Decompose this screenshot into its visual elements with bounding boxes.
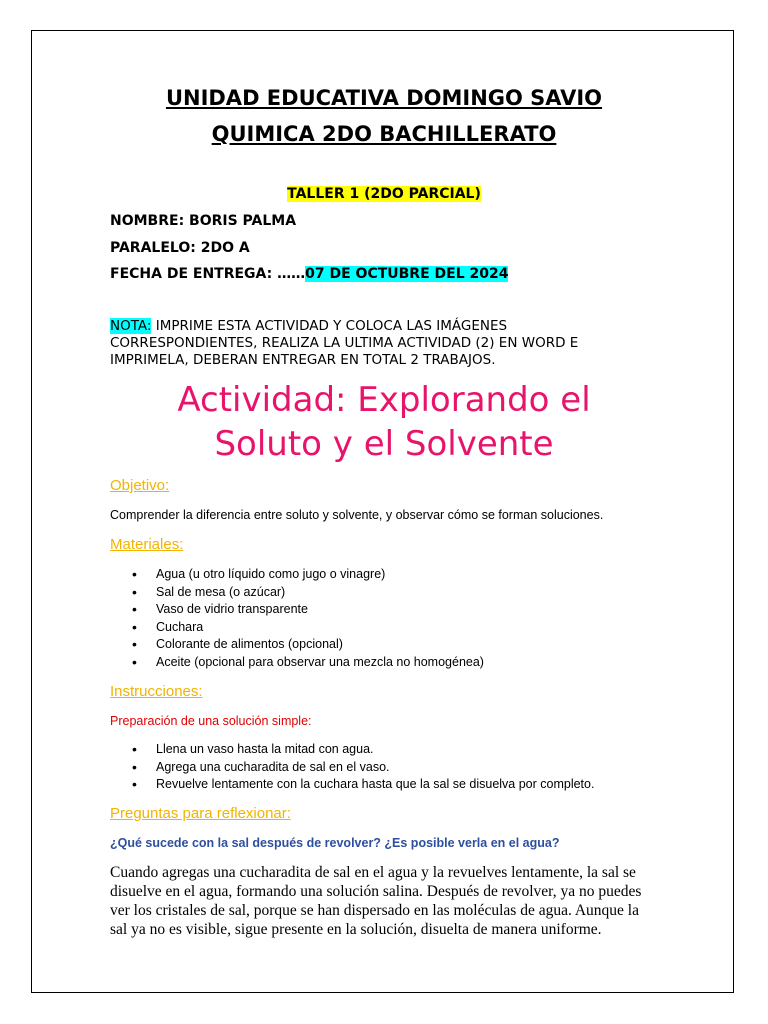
- instrucciones-heading: Instrucciones:: [110, 683, 203, 700]
- list-item: • Cuchara: [110, 619, 670, 637]
- objetivo-text: Comprender la diferencia entre soluto y solvente, y observar cómo se forman soluciones.: [110, 508, 604, 522]
- fecha-field: [110, 266, 508, 282]
- activity-title: [0, 378, 768, 466]
- nota-text: IMPRIME ESTA ACTIVIDAD Y COLOCA LAS IMÁGENES CORRESPONDIENTES, REALIZA LA ULTIMA ACTIVIDAD (2) EN WORD E IMPRIMELA, DEBERAN ENTREGAR EN TOTAL 2 TRABAJOS.: [110, 318, 579, 368]
- taller-heading: [0, 186, 768, 202]
- list-item: • Vaso de vidrio transparente: [110, 601, 670, 619]
- preguntas-heading: Preguntas para reflexionar:: [110, 805, 291, 822]
- nombre-field: NOMBRE: BORIS PALMA: [110, 213, 297, 229]
- nota-paragraph: [110, 318, 630, 369]
- paralelo-field: PARALELO: 2DO A: [110, 240, 250, 256]
- list-item: • Agua (u otro líquido como jugo o vinagre): [110, 566, 670, 584]
- activity-title-line2: Soluto y el Solvente: [214, 424, 554, 464]
- pregunta-text: ¿Qué sucede con la sal después de revolver? ¿Es posible verla en el agua?: [110, 836, 560, 850]
- list-item: • Colorante de alimentos (opcional): [110, 636, 670, 654]
- school-title: UNIDAD EDUCATIVA DOMINGO SAVIO: [165, 86, 603, 110]
- list-item: • Revuelve lentamente con la cuchara hasta que la sal se disuelva por completo.: [110, 776, 690, 794]
- objetivo-heading: Objetivo:: [110, 477, 170, 494]
- list-item: • Llena un vaso hasta la mitad con agua.: [110, 741, 690, 759]
- respuesta-paragraph: Cuando agregas una cucharadita de sal en el agua y la revuelves lentamente, la sal se disuelve en el agua, formando una solución salina. Después de revolver, ya no puedes ver los cristales de sal, porque se han dispersado en las moléculas de agua. Aunque la sal ya no es visible, sigue presente en la solución, disuelta de manera uniforme.: [110, 864, 642, 938]
- materiales-heading: Materiales:: [110, 536, 184, 553]
- instrucciones-subheading: Preparación de una solución simple:: [110, 714, 312, 728]
- materiales-list: [110, 566, 670, 671]
- list-item: • Agrega una cucharadita de sal en el vaso.: [110, 759, 690, 777]
- activity-title-line1: Actividad: Explorando el: [177, 380, 591, 420]
- list-item: • Aceite (opcional para observar una mezcla no homogénea): [110, 654, 670, 672]
- nota-label: NOTA:: [110, 318, 152, 334]
- fecha-label: FECHA DE ENTREGA: ……: [110, 266, 306, 282]
- fecha-value: 07 DE OCTUBRE DEL 2024: [305, 266, 509, 282]
- taller-label: TALLER 1 (2DO PARCIAL): [287, 186, 481, 202]
- subject-title: QUIMICA 2DO BACHILLERATO: [211, 122, 557, 146]
- list-item: • Sal de mesa (o azúcar): [110, 584, 670, 602]
- instrucciones-list: [110, 741, 690, 794]
